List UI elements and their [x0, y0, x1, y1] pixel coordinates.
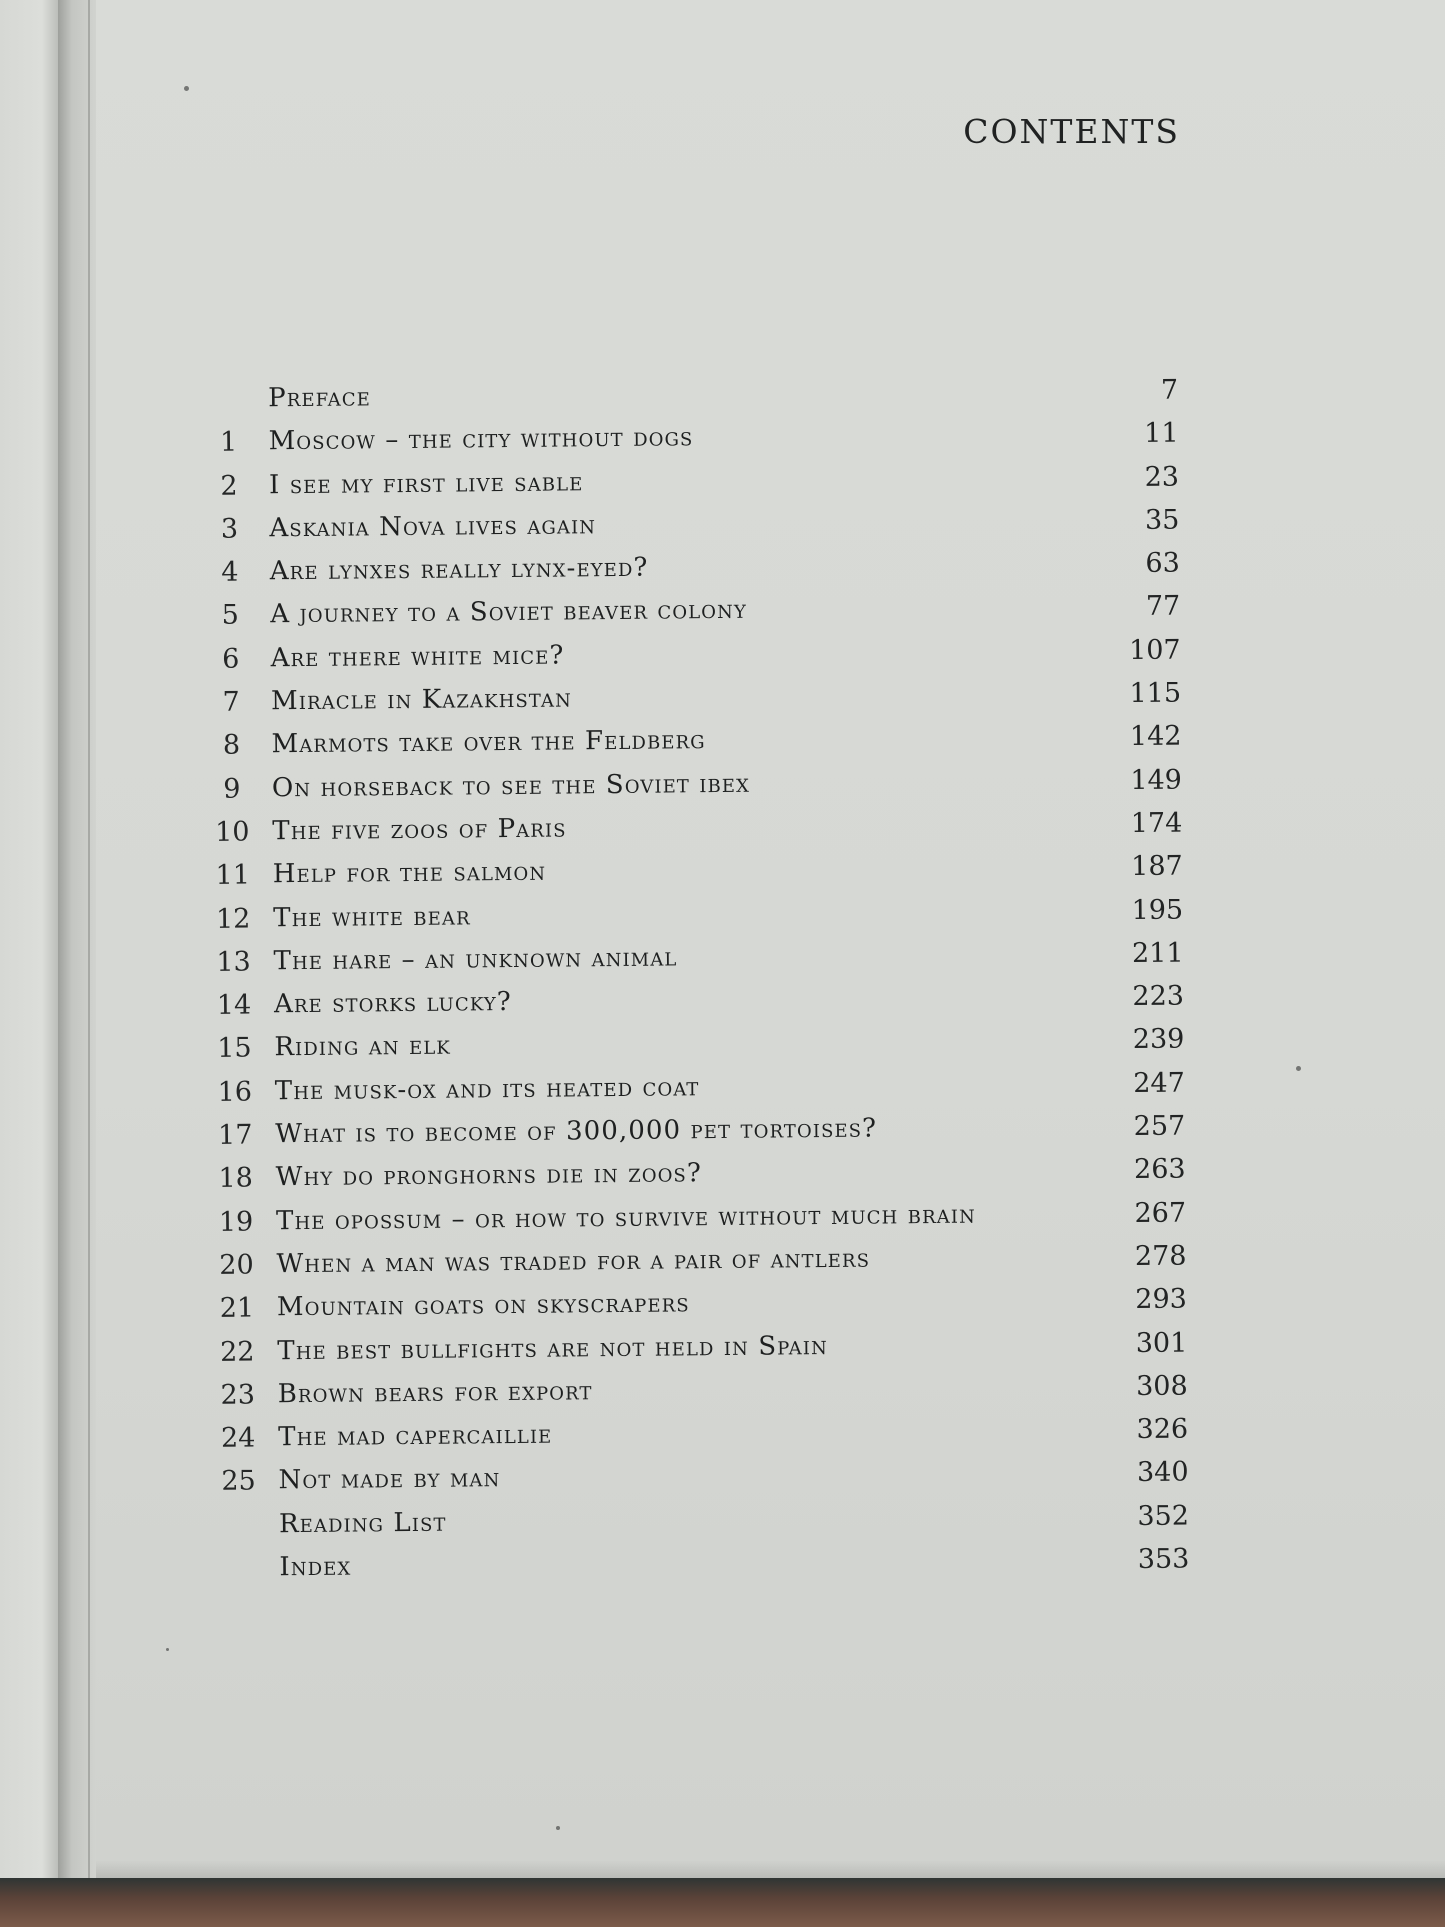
chapter-title: The mad capercaillie	[278, 1419, 553, 1453]
page-number: 293	[1135, 1283, 1188, 1316]
chapter-title: The hare – an unknown animal	[273, 942, 678, 977]
page-number: 257	[1133, 1110, 1186, 1143]
chapter-title: Help for the salmon	[272, 856, 547, 890]
page-number: 326	[1136, 1413, 1189, 1446]
table-surface	[0, 1878, 1445, 1927]
chapter-title: The musk-ox and its heated coat	[274, 1071, 700, 1107]
page-number: 107	[1128, 634, 1181, 666]
chapter-number: 5	[221, 600, 240, 632]
chapter-number: 14	[216, 989, 252, 1021]
chapter-number: 23	[220, 1379, 256, 1411]
chapter-number: 17	[217, 1119, 253, 1151]
gutter-fold-line	[88, 0, 90, 1890]
chapter-number: 12	[215, 903, 251, 935]
chapter-title: I see my first live sable	[268, 466, 584, 500]
chapter-title: What is to become of 300,000 pet tortoises?	[275, 1113, 878, 1150]
chapter-number: 10	[215, 816, 250, 848]
book-gutter	[58, 0, 98, 1927]
page-number: 63	[1145, 547, 1180, 580]
chapter-number: 7	[222, 686, 240, 718]
chapter-number: 19	[218, 1206, 254, 1238]
chapter-title: Miracle in Kazakhstan	[270, 683, 573, 717]
chapter-number: 4	[221, 556, 239, 588]
contents-heading: CONTENTS	[963, 112, 1180, 151]
page-number: 23	[1144, 461, 1180, 493]
page-number: 278	[1134, 1240, 1187, 1272]
page-number: 301	[1135, 1327, 1188, 1359]
page-bottom-shadow	[96, 1860, 1445, 1880]
page-number: 247	[1133, 1067, 1185, 1099]
chapter-title: Are lynxes really lynx-eyed?	[269, 552, 649, 587]
chapter-title: When a man was traded for a pair of antlers	[276, 1243, 871, 1280]
chapter-number: 8	[222, 729, 241, 762]
page-number: 149	[1130, 764, 1183, 796]
chapter-title: Brown bears for export	[277, 1376, 593, 1410]
chapter-title: Index	[279, 1551, 352, 1583]
page-number: 174	[1130, 807, 1183, 840]
chapter-title: The five zoos of Paris	[272, 813, 567, 847]
page-number: 308	[1136, 1370, 1188, 1402]
chapter-number: 16	[217, 1076, 253, 1108]
paper-speck	[556, 1826, 560, 1830]
chapter-title: Are storks lucky?	[273, 987, 512, 1020]
chapter-title: Riding an elk	[274, 1031, 452, 1063]
page-number: 353	[1137, 1543, 1190, 1576]
left-facing-page	[0, 0, 60, 1927]
page-number: 223	[1132, 980, 1185, 1013]
page-number: 35	[1144, 504, 1180, 536]
chapter-number: 24	[220, 1422, 256, 1454]
chapter-number: 22	[220, 1336, 255, 1368]
chapter-title: Askania Nova lives again	[269, 510, 597, 544]
chapter-number: 18	[218, 1162, 254, 1195]
paper-speck	[1296, 1066, 1301, 1071]
page-number: 263	[1133, 1153, 1186, 1186]
chapter-title: Mountain goats on skyscrapers	[276, 1288, 690, 1323]
chapter-title: The best bullfights are not held in Spain	[277, 1330, 829, 1366]
chapter-number	[196, 383, 260, 384]
chapter-title: Moscow – the city without dogs	[268, 422, 694, 457]
page-number: 340	[1136, 1456, 1189, 1489]
page-number: 115	[1129, 677, 1182, 710]
chapter-title: Why do pronghorns die in zoos?	[275, 1158, 703, 1193]
chapter-number: 3	[220, 513, 239, 545]
paper-speck	[166, 1648, 169, 1651]
chapter-title: Marmots take over the Feldberg	[271, 725, 706, 760]
chapter-number: 6	[221, 643, 240, 675]
page-number: 267	[1134, 1197, 1187, 1229]
chapter-number	[207, 1552, 271, 1553]
chapter-number: 11	[215, 859, 251, 892]
chapter-title: Reading List	[278, 1507, 447, 1539]
page-number: 187	[1131, 850, 1183, 883]
page-number: 77	[1145, 591, 1181, 623]
page-number: 195	[1131, 894, 1184, 926]
chapter-number: 15	[217, 1032, 252, 1065]
chapter-number: 20	[219, 1249, 254, 1281]
paper-speck	[184, 86, 189, 91]
page-number: 142	[1129, 720, 1182, 753]
chapter-title: Not made by man	[278, 1463, 501, 1496]
chapter-title: A journey to a Soviet beaver colony	[270, 595, 748, 630]
chapter-title: On horseback to see the Soviet ibex	[271, 768, 751, 803]
chapter-number: 9	[223, 773, 241, 805]
page-number: 211	[1131, 937, 1184, 969]
chapter-number: 21	[219, 1292, 255, 1325]
chapter-title: Are there white mice?	[270, 640, 565, 674]
chapter-title: Preface	[268, 382, 372, 414]
chapter-number	[207, 1509, 271, 1510]
table-of-contents	[196, 368, 1208, 1590]
chapter-number: 25	[221, 1465, 256, 1498]
chapter-title: The white bear	[273, 900, 471, 933]
chapter-number: 2	[220, 470, 238, 502]
chapter-number: 1	[219, 426, 238, 459]
page-number: 11	[1144, 417, 1179, 450]
page-number: 239	[1132, 1023, 1185, 1056]
page-number: 7	[1160, 374, 1179, 406]
page-number: 352	[1137, 1500, 1190, 1532]
chapter-title: The opossum – or how to survive without much brain	[275, 1199, 976, 1236]
chapter-number: 13	[216, 946, 251, 978]
